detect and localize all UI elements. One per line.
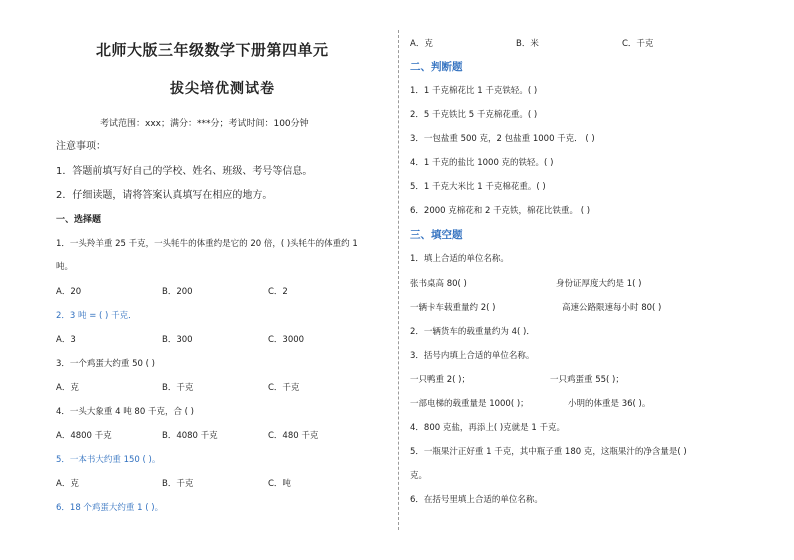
question-5: 5．一本书大约重 150 ( )。	[56, 455, 161, 465]
question-1: 1．一头羚羊重 25 千克，一头牦牛的体重约是它的 20 倍，( )头牦牛的体重约 1	[56, 239, 358, 249]
judge-item: 2．5 千克铁比 5 千克棉花重。( )	[410, 110, 538, 120]
option-b: B．300	[162, 335, 193, 345]
option-b: B．千克	[162, 479, 194, 489]
option-c: C．千克	[268, 383, 300, 393]
fill-item-cont: 克。	[410, 471, 428, 481]
question-3: 3．一个鸡蛋大约重 50 ( )	[56, 359, 155, 369]
fill-item: 3．括号内填上合适的单位名称。	[410, 351, 535, 361]
notes-heading: 注意事项：	[56, 141, 106, 152]
option-a: A．克	[56, 383, 79, 393]
section-fill-heading: 三、填空题	[410, 229, 463, 241]
note-item: 2．仔细读题，请将答案认真填写在相应的地方。	[56, 190, 273, 201]
section-judge-heading: 二、判断题	[410, 61, 463, 73]
option-c: C．2	[268, 287, 288, 297]
fill-blank: 一只鸡蛋重 55( )；	[550, 375, 624, 385]
exam-title: 北师大版三年级数学下册第四单元	[96, 41, 329, 59]
option-c: C．吨	[268, 479, 291, 489]
option-b: B．米	[516, 39, 539, 49]
option-c: C．千克	[622, 39, 654, 49]
question-6: 6．18 个鸡蛋大约重 1 ( )。	[56, 503, 164, 513]
judge-item: 3．一包盐重 500 克，2 包盐重 1000 千克． ( )	[410, 134, 595, 144]
option-a: A．20	[56, 287, 82, 297]
question-4: 4．一头大象重 4 吨 80 千克，合 ( )	[56, 407, 194, 417]
fill-blank: 一只鸭重 2( )；	[410, 375, 470, 385]
judge-item: 1．1 千克棉花比 1 千克铁轻。( )	[410, 86, 538, 96]
option-b: B．4080 千克	[162, 431, 218, 441]
fill-item: 5．一瓶果汁正好重 1 千克，其中瓶子重 180 克，这瓶果汁的净含量是( )	[410, 447, 687, 457]
fill-item: 6．在括号里填上合适的单位名称。	[410, 495, 543, 505]
option-b: B．千克	[162, 383, 194, 393]
judge-item: 4．1 千克的盐比 1000 克的铁轻。( )	[410, 158, 554, 168]
fill-blank: 一部电梯的载重量是 1000( )；	[410, 399, 529, 409]
fill-blank: 身份证厚度大约是 1( )	[556, 279, 642, 289]
column-divider	[398, 30, 399, 530]
option-a: A．克	[410, 39, 433, 49]
exam-subtitle: 拔尖培优测试卷	[170, 81, 275, 97]
fill-blank: 张书桌高 80( )	[410, 279, 467, 289]
fill-blank: 小明的体重是 36( )。	[568, 399, 651, 409]
note-item: 1．答题前填写好自己的学校、姓名、班级、考号等信息。	[56, 166, 313, 177]
exam-info: 考试范围：xxx；满分：***分；考试时间：100分钟	[100, 119, 309, 129]
option-a: A．克	[56, 479, 79, 489]
option-c: C．3000	[268, 335, 305, 345]
question-2: 2．3 吨 = ( ) 千克．	[56, 311, 137, 321]
judge-item: 5．1 千克大米比 1 千克棉花重。( )	[410, 182, 546, 192]
fill-item: 4．800 克盐，再添上( )克就是 1 千克。	[410, 423, 565, 433]
option-a: A．4800 千克	[56, 431, 112, 441]
fill-blank: 高速公路限速每小时 80( )	[562, 303, 662, 313]
judge-item: 6．2000 克棉花和 2 千克铁，棉花比铁重。 ( )	[410, 206, 591, 216]
option-b: B．200	[162, 287, 193, 297]
fill-blank: 一辆卡车载重量约 2( )	[410, 303, 496, 313]
option-c: C．480 千克	[268, 431, 319, 441]
option-a: A．3	[56, 335, 76, 345]
section-choice-heading: 一、选择题	[56, 215, 102, 225]
fill-item: 2．一辆货车的载重量约为 4( )．	[410, 327, 535, 337]
fill-item: 1．填上合适的单位名称。	[410, 254, 509, 264]
question-1-cont: 吨。	[56, 262, 74, 272]
